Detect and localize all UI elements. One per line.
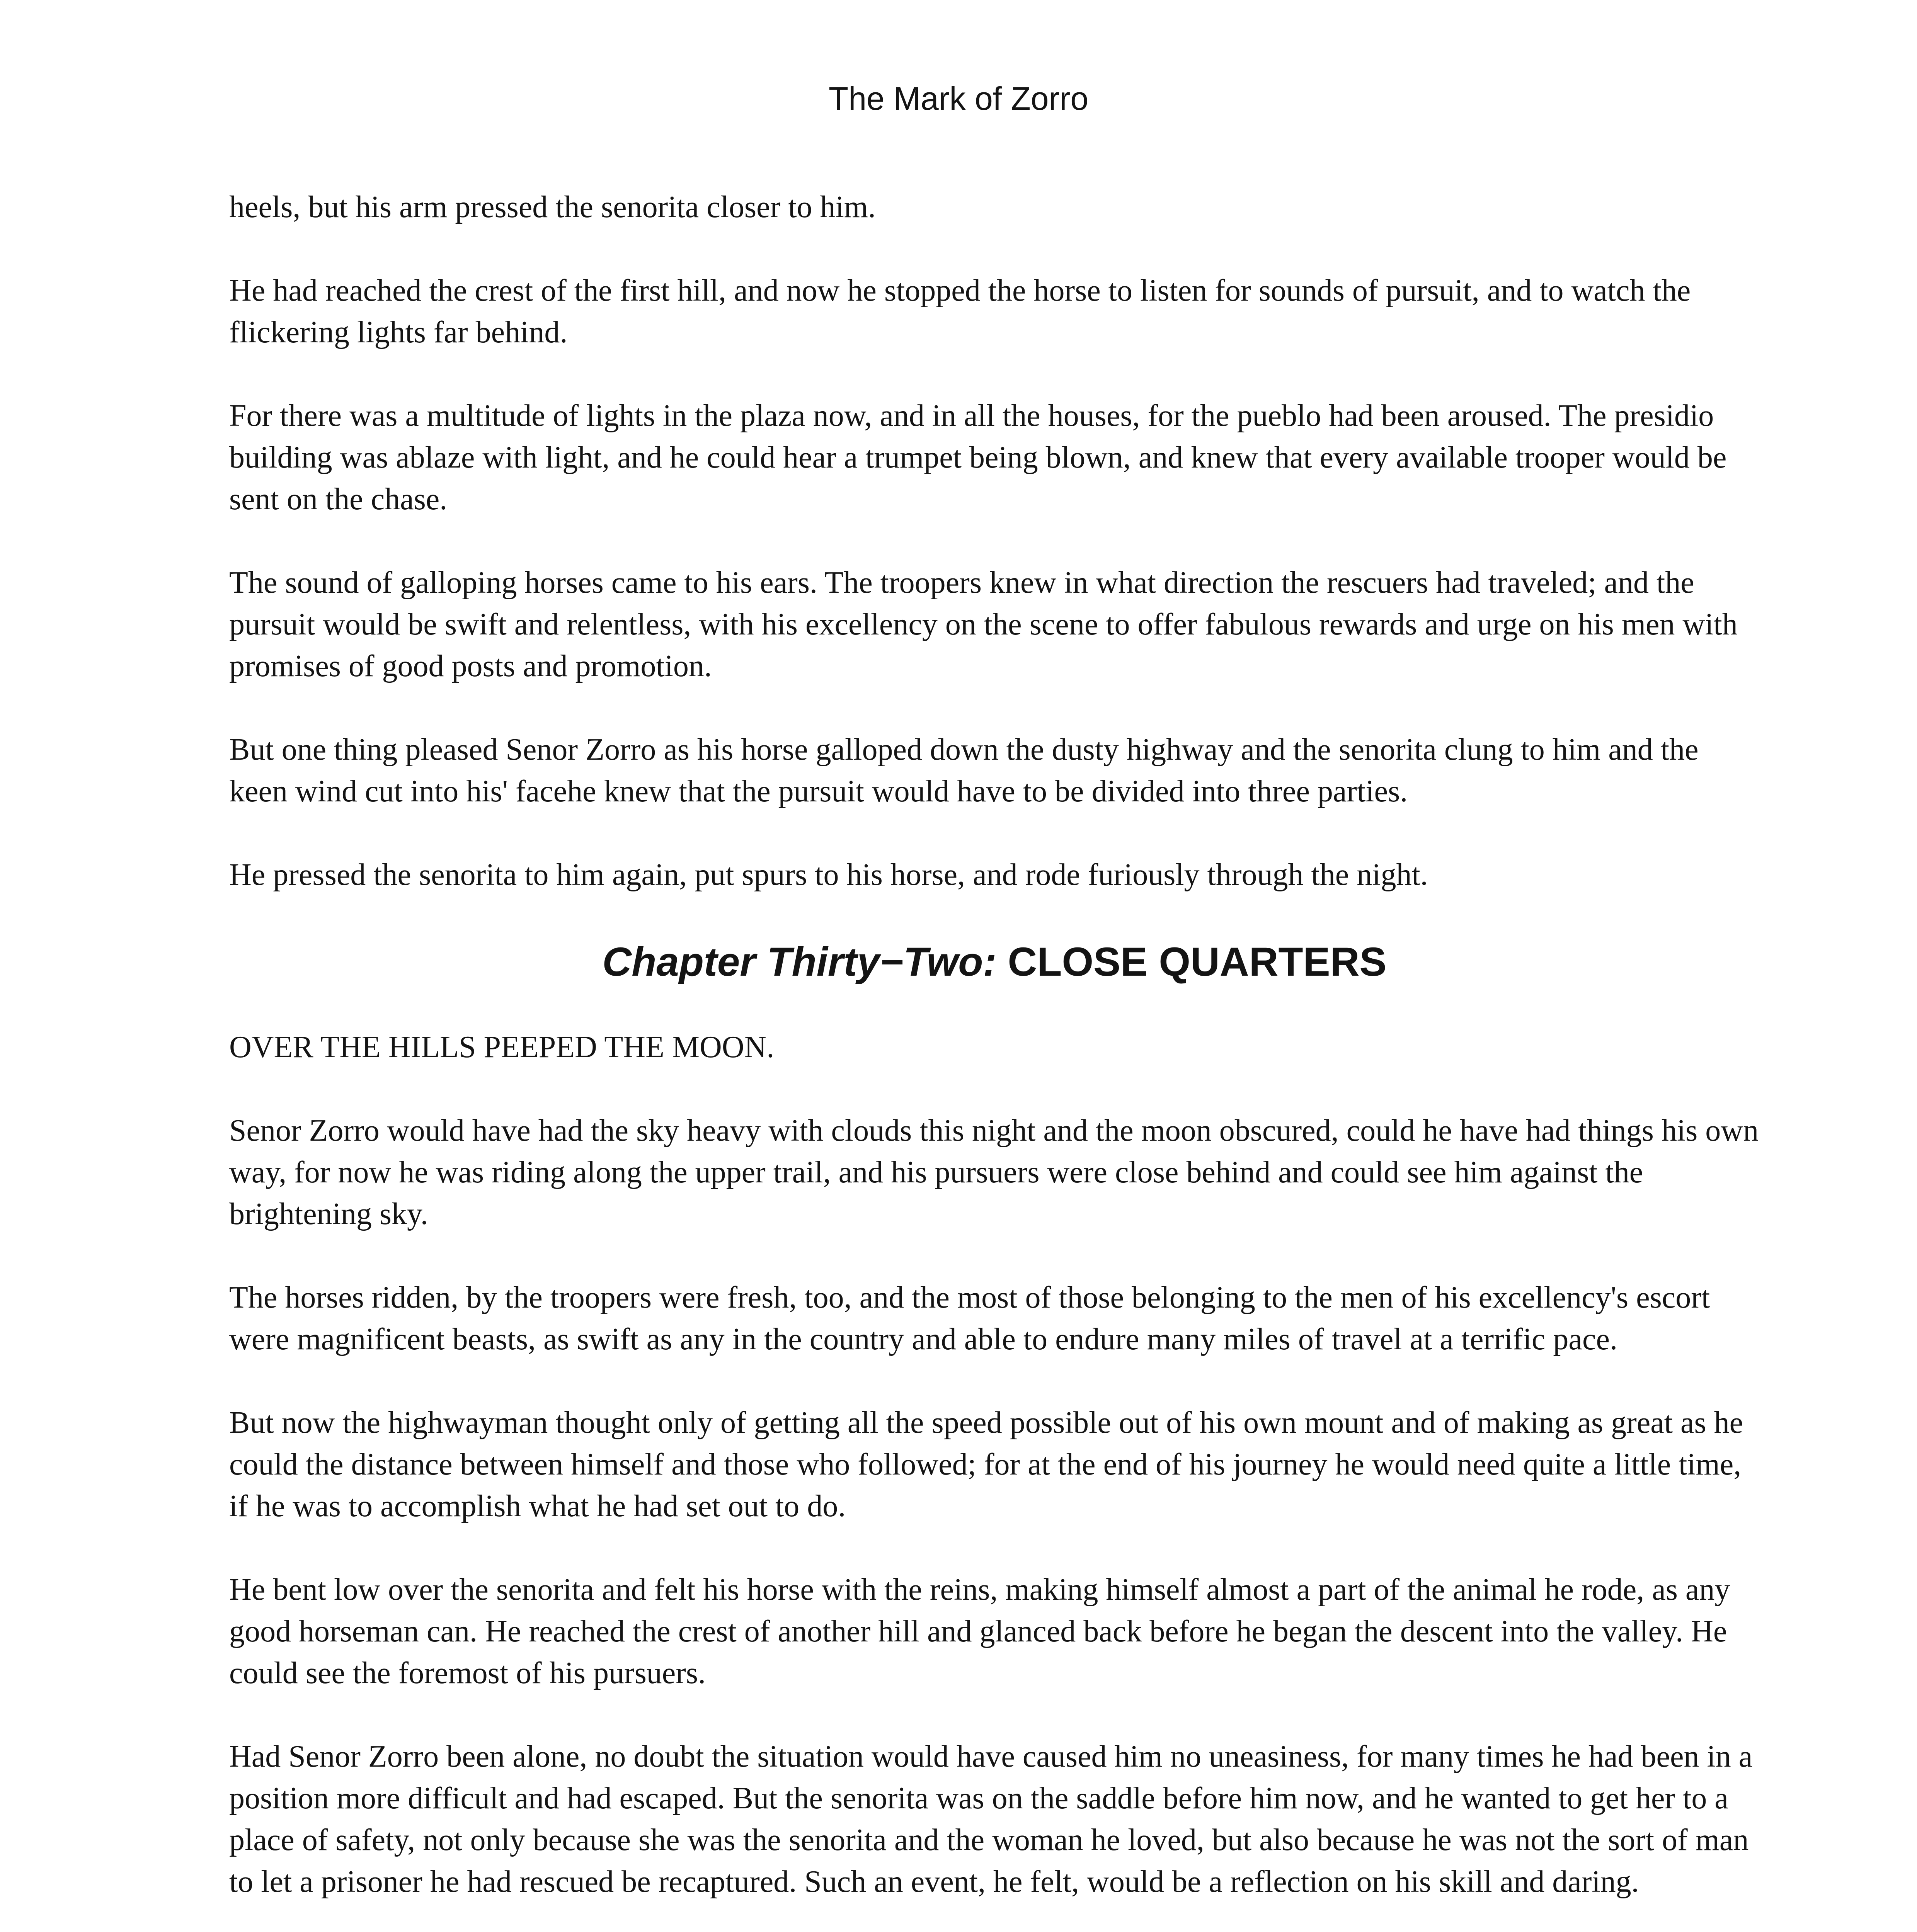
- chapter-label: Chapter Thirty−Two:: [602, 939, 997, 985]
- page-body: [229, 186, 1760, 1932]
- paragraph: Senor Zorro would have had the sky heavy with clouds this night and the moon obscured, could he have had things his own way, for now he was riding along the upper trail, and his pursuers were close behind and could see him against the brightening sky.: [229, 1114, 1759, 1231]
- paragraph: OVER THE HILLS PEEPED THE MOON.: [229, 1030, 775, 1064]
- paragraph: Had Senor Zorro been alone, no doubt the situation would have caused him no uneasiness, for many times he had been in a position more difficult and had escaped. But the senorita was on the saddle before him now, and he wanted to get her to a place of safety, not only because she was the senorita and the woman he loved, but also because he was not the sort of man to let a prisoner he had rescued be recaptured. Such an event, he felt, would be a reflection on his skill and daring.: [229, 1740, 1753, 1899]
- paragraph: heels, but his arm pressed the senorita closer to him.: [229, 190, 876, 224]
- paragraph: He bent low over the senorita and felt his horse with the reins, making himself almost a part of the animal he rode, as any good horseman can. He reached the crest of another hill and glanced back before he began the descent into the valley. He could see the foremost of his pursuers.: [229, 1573, 1730, 1690]
- running-header: The Mark of Zorro: [828, 80, 1089, 117]
- chapter-heading: [229, 937, 1760, 987]
- paragraph: But now the highwayman thought only of getting all the speed possible out of his own mount and of making as great as he could the distance between himself and those who followed; for at the end of his journey he would need quite a little time, if he was to accomplish what he had set out to do.: [229, 1406, 1743, 1523]
- paragraph: For there was a multitude of lights in the plaza now, and in all the houses, for the pueblo had been aroused. The presidio building was ablaze with light, and he could hear a trumpet being blown, and knew that every available trooper would be sent on the chase.: [229, 399, 1727, 516]
- paragraph: The horses ridden, by the troopers were fresh, too, and the most of those belonging to the men of his excellency's escort were magnificent beasts, as swift as any in the country and able to endure many miles of travel at a terrific pace.: [229, 1281, 1710, 1356]
- paragraph: But one thing pleased Senor Zorro as his horse galloped down the dusty highway and the senorita clung to him and the keen wind cut into his' facehe knew that the pursuit would have to be divided into three parties.: [229, 733, 1699, 808]
- chapter-title: CLOSE QUARTERS: [1008, 939, 1387, 985]
- paragraph: He pressed the senorita to him again, put spurs to his horse, and rode furiously through the night.: [229, 858, 1428, 892]
- paragraph: He had reached the crest of the first hill, and now he stopped the horse to listen for sounds of pursuit, and to watch the flickering lights far behind.: [229, 274, 1691, 349]
- paragraph: The sound of galloping horses came to his ears. The troopers knew in what direction the rescuers had traveled; and the pursuit would be swift and relentless, with his excellency on the scene to offer fabulous rewards and urge on his men with promises of good posts and promotion.: [229, 566, 1738, 683]
